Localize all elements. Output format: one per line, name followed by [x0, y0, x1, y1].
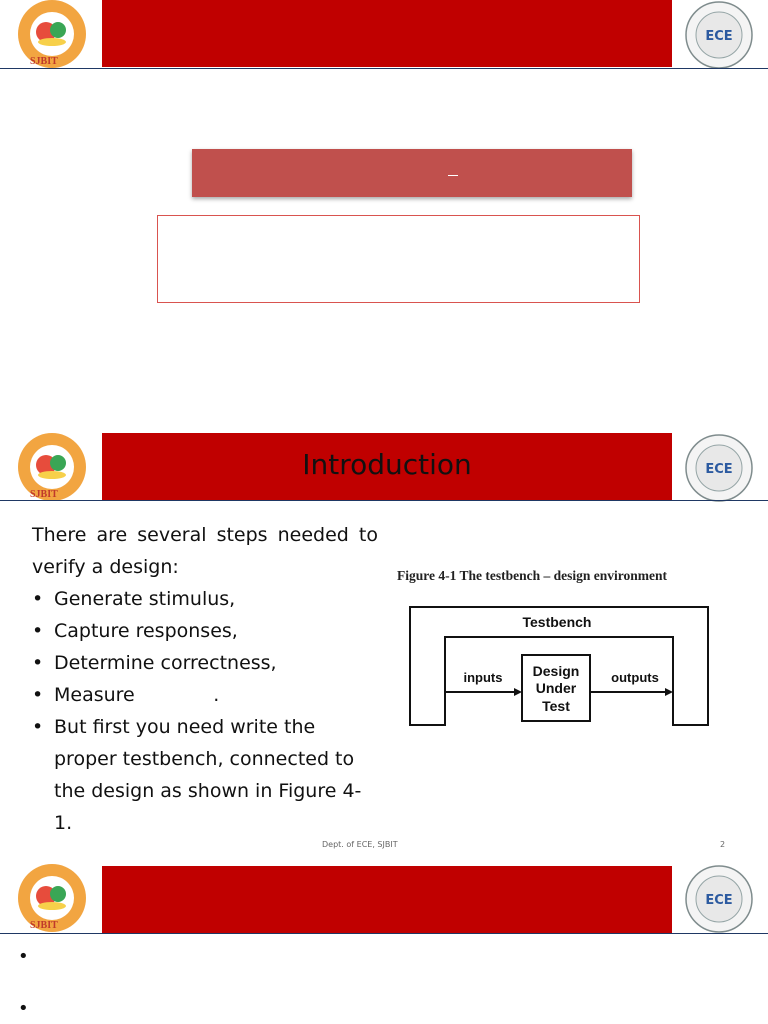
testbench-label: Testbench: [522, 614, 592, 630]
dut-label-line: Design: [532, 663, 580, 679]
page-number: 2: [720, 840, 726, 849]
slide-3: [0, 862, 768, 1024]
inputs-label: inputs: [463, 670, 503, 685]
ece-department-logo: [671, 864, 768, 934]
logo-caption: SJBIT: [30, 920, 58, 931]
footer-dept: Dept. of ECE, SJBIT: [322, 840, 398, 849]
svg-text:ECE: ECE: [705, 462, 733, 477]
bullet-icon: •: [32, 716, 44, 738]
list-item: • Measure .: [32, 679, 378, 711]
bullet-icon: •: [32, 684, 44, 706]
inputs-arrowhead: [514, 688, 522, 696]
bullet-icon: •: [18, 946, 29, 967]
slide-header-banner: [102, 866, 672, 933]
outputs-label: outputs: [611, 670, 659, 685]
sjbit-logo: [0, 0, 104, 72]
svg-text:ECE: ECE: [705, 893, 733, 908]
slide-header-banner: [102, 433, 672, 500]
ece-department-logo: [671, 433, 768, 503]
logo-caption: SJBIT: [30, 56, 58, 67]
header-divider: [0, 500, 768, 501]
bullet-icon: •: [32, 620, 44, 642]
slide-title: Introduction: [302, 448, 472, 481]
svg-text:ECE: ECE: [705, 29, 733, 44]
list-item: • Determine correctness,: [32, 647, 378, 679]
intro-paragraph: There are several steps needed to verify a design:: [32, 524, 378, 578]
header-divider: [0, 933, 768, 934]
figure-caption: Figure 4-1 The testbench – design environment: [397, 568, 668, 583]
slide-subtitle-box: [157, 215, 640, 303]
slide-1: [0, 0, 768, 420]
slide-title-box: [192, 149, 632, 197]
slide-header-banner: [102, 0, 672, 67]
title-cursor-mark: [448, 175, 458, 176]
dut-label-line: Under: [535, 680, 577, 696]
bullet-icon: •: [32, 588, 44, 610]
sjbit-logo: [0, 433, 104, 505]
bullet-list: [32, 583, 378, 839]
logo-caption: SJBIT: [30, 489, 58, 500]
list-item: • But first you need write the proper testbench, connected to the design as shown in Figure 4-1.: [32, 711, 378, 839]
testbench-diagram: [405, 600, 715, 730]
list-item: • Capture responses,: [32, 615, 378, 647]
bullet-icon: •: [18, 998, 29, 1019]
dut-label-line: Test: [542, 698, 570, 714]
ece-department-logo: [671, 0, 768, 70]
bullet-icon: •: [32, 652, 44, 674]
sjbit-logo: [0, 864, 104, 936]
header-divider: [0, 68, 768, 69]
list-item: • Generate stimulus,: [32, 583, 378, 615]
intro-text-block: [32, 519, 378, 839]
outputs-arrowhead: [665, 688, 673, 696]
